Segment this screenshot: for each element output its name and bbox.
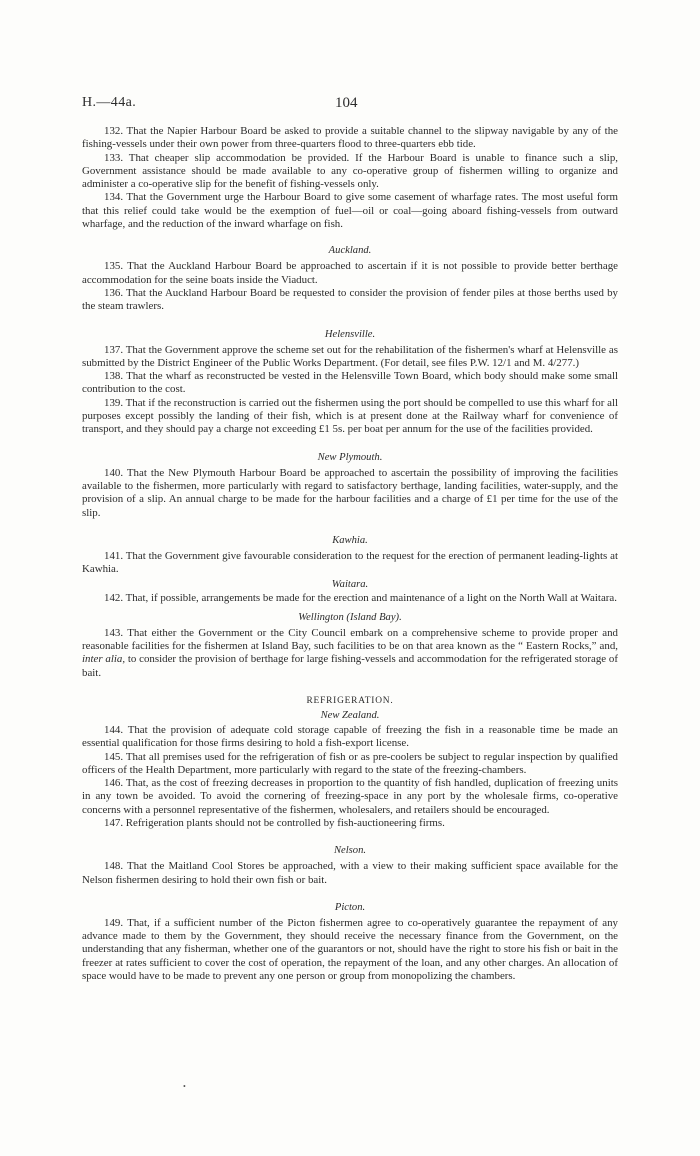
page-number: 104 xyxy=(335,95,358,111)
paragraph-145: 145. That all premises used for the refrigeration of fish or as pre-coolers be subject to regular inspection by qualified officers of the Health Department, more particularly with regard to the state of the freezing-chambers. xyxy=(82,750,618,776)
paragraph-132: 132. That the Napier Harbour Board be asked to provide a suitable channel to the slipway navigable by any of the fishing-vessels under their own power from three-quarters flood to three-quarters ebb tide. xyxy=(82,125,618,151)
paragraph-143 xyxy=(82,627,618,680)
paragraph-149: 149. That, if a sufficient number of the Picton fishermen agree to co-operatively guarantee the repayment of any advance made to them by the Government, they should receive the necessary finance from the Government, on the understanding that any fisherman, whether one of the guarantors or not, should have the right to store his fish or bait in the freezer at rates sufficient to cover the cost of operation, the repayment of the loan, and any other charges. An allocation of space would have to be made to prevent any one person or group from monopolizing the chambers. xyxy=(82,916,618,983)
paragraph-144: 144. That the provision of adequate cold storage capable of freezing the fish in a reasonable time be made an essential qualification for those firms desiring to hold a fish-export license. xyxy=(82,723,618,750)
paragraph-133: 133. That cheaper slip accommodation be provided. If the Harbour Board is unable to finance such a slip, Government assistance should be made available to any co-operative group of fishermen willing to organize and administer a co-operative slip for the benefit of fishing-vessels only. xyxy=(82,151,618,191)
document-reference: H.—44a. xyxy=(82,95,137,110)
section-heading-auckland: Auckland. xyxy=(328,245,372,257)
paragraph-143-part-1: 143. That either the Government or the City Council embark on a comprehensive scheme to provide proper and reasonable facilities for the fishermen at Island Bay, such facilities to be on that area known as the “ Eastern Rocks,” and, xyxy=(82,626,618,653)
paragraph-146: 146. That, as the cost of freezing decreases in proportion to the quantity of fish handled, duplication of freezing units in any town be avoided. To avoid the cornering of freezing-space in any port by the wholesale firms, co-operative concerns with a personnel representative of the fishermen, wholesalers, and retailers should be encouraged. xyxy=(82,777,618,816)
paragraph-136: 136. That the Auckland Harbour Board be requested to consider the provision of fender piles at those berths used by the steam trawlers. xyxy=(82,286,618,313)
paragraph-138: 138. That the wharf as reconstructed be vested in the Helensville Town Board, which body should make some small contribution to the cost. xyxy=(82,370,618,396)
paragraph-140: 140. That the New Plymouth Harbour Board be approached to ascertain the possibility of improving the facilities available to the fishermen, more particularly with regard to satisfactory berthage, landing facilities, water-supply, and the provision of a slip. An annual charge to be made for the harbour facilities and a charge of £1 per time for the use of the slip. xyxy=(82,466,618,519)
section-heading-refrigeration: REFRIGERATION. xyxy=(306,695,394,706)
section-heading-wellington: Wellington (Island Bay). xyxy=(298,611,402,623)
section-heading-picton: Picton. xyxy=(334,901,366,913)
paragraph-147: 147. Refrigeration plants should not be controlled by fish-auctioneering firms. xyxy=(104,816,445,829)
section-heading-new-zealand: New Zealand. xyxy=(320,709,380,721)
paragraph-142: 142. That, if possible, arrangements be made for the erection and maintenance of a light on the North Wall at Waitara. xyxy=(104,592,617,605)
document-body xyxy=(82,125,618,983)
paragraph-148: 148. That the Maitland Cool Stores be approached, with a view to their making sufficient space available for the Nelson fishermen desiring to hold their own fish or bait. xyxy=(82,860,618,886)
paragraph-143-italic: inter alia, xyxy=(82,653,126,666)
section-heading-helensville: Helensville. xyxy=(324,328,376,340)
page-header xyxy=(82,95,618,115)
paragraph-135: 135. That the Auckland Harbour Board be approached to ascertain if it is not possible to provide better berthage accommodation for the seine boats inside the Viaduct. xyxy=(82,260,618,286)
paragraph-134: 134. That the Government urge the Harbour Board to give some casement of wharfage rates. The most useful form that this relief could take would be the exemption of fuel—oil or coal—going aboard fishing-vessels from outward wharfage, and the reduction of the inward wharfage on fish. xyxy=(82,191,618,231)
paragraph-143-part-2: to consider the provision of berthage for large fishing-vessels and accommodation for the refrigerated storage of bait. xyxy=(82,653,618,679)
stray-mark: • xyxy=(183,1082,186,1091)
paragraph-141: 141. That the Government give favourable consideration to the request for the erection of permanent leading-lights at Kawhia. xyxy=(82,549,618,576)
section-heading-new-plymouth: New Plymouth. xyxy=(317,451,383,463)
section-heading-waitara: Waitara. xyxy=(331,579,369,591)
section-heading-nelson: Nelson. xyxy=(333,845,367,857)
paragraph-137: 137. That the Government approve the scheme set out for the rehabilitation of the fishermen's wharf at Helensville as submitted by the District Engineer of the Public Works Department. (For detail, see files P.W. 12/1 and M. 4/277.) xyxy=(82,343,618,369)
paragraph-139: 139. That if the reconstruction is carried out the fishermen using the port should be compelled to use this wharf for all purposes except possibly the landing of their fish, which is at present done at the Railway wharf for convenience of transport, and they should pay a charge not exceeding £1 5s. per boat per annum for the use of the facilities provided. xyxy=(82,396,618,436)
section-heading-kawhia: Kawhia. xyxy=(332,534,368,546)
